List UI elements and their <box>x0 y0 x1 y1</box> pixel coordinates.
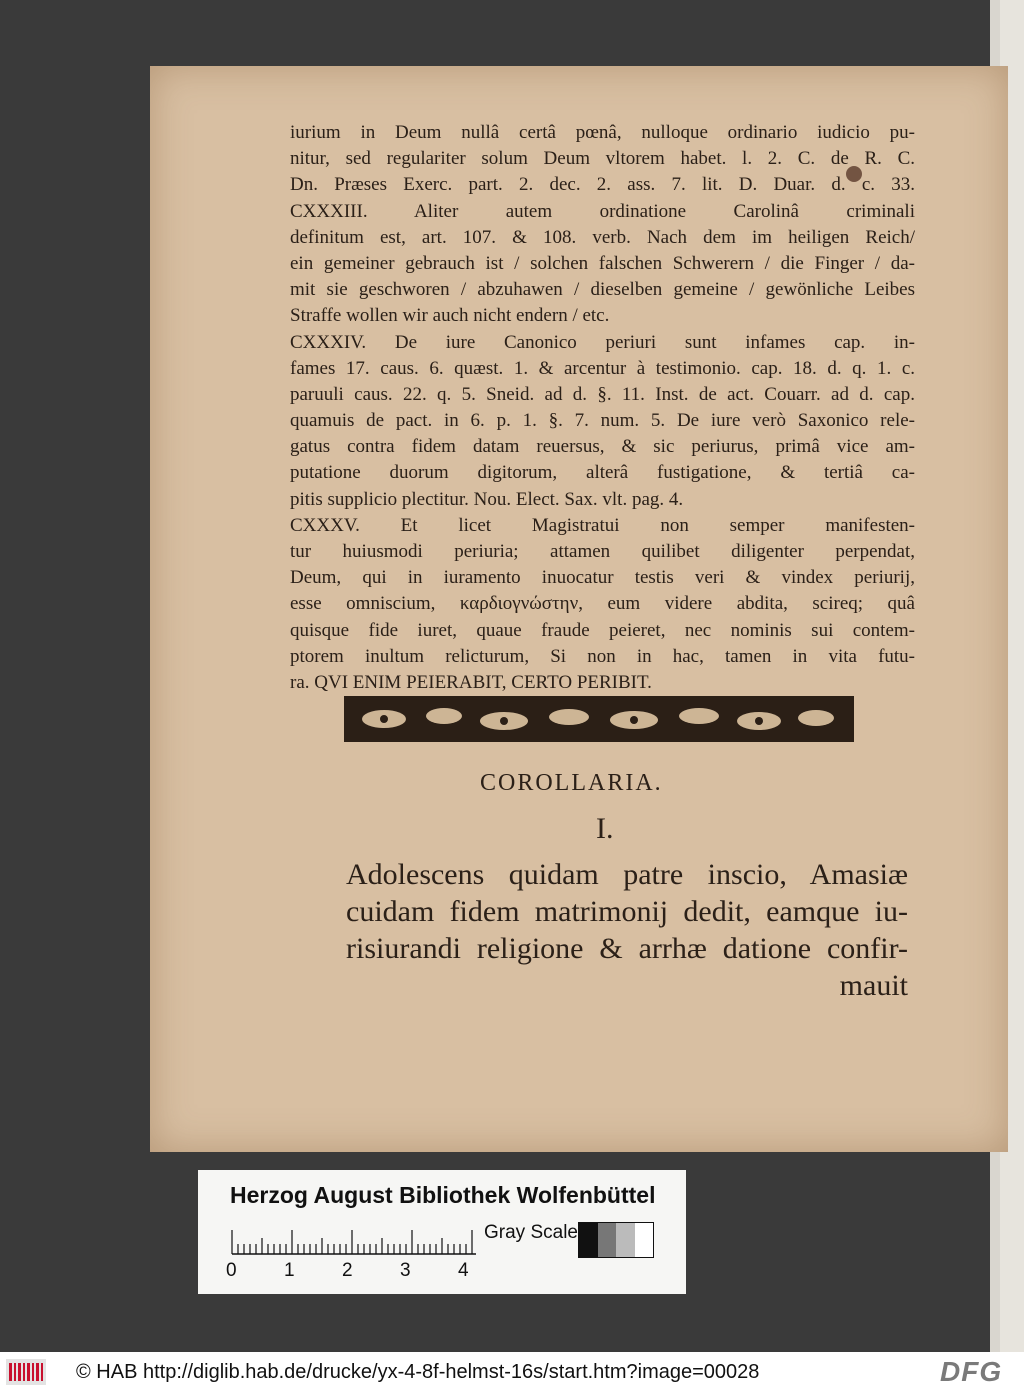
text-line: gatus contra fidem datam reuersus, & sic periurus, primâ vice am- <box>290 436 915 458</box>
dfg-logo: DFG <box>940 1356 1003 1387</box>
text-line: ra. QVI ENIM PEIERABIT, CERTO PERIBIT. <box>290 671 652 693</box>
ruler-number: 4 <box>458 1260 469 1281</box>
gray-scale-swatches <box>578 1222 654 1258</box>
corollary-line: mauit <box>839 969 908 1002</box>
library-name: Herzog August Bibliothek Wolfenbüttel <box>230 1182 656 1208</box>
text-line: ptorem inultum relicturum, Si non in hac, tamen in vita futu- <box>290 645 915 667</box>
body-text <box>290 120 915 696</box>
gray-swatch <box>579 1223 598 1257</box>
ruler-scale <box>230 1224 478 1264</box>
ruler-number: 0 <box>226 1260 237 1281</box>
library-label-card <box>198 1170 686 1294</box>
document-page <box>150 66 1008 1152</box>
gray-scale-label: Gray Scale <box>484 1222 578 1243</box>
section-heading: COROLLARIA. <box>480 770 663 796</box>
corollary-line: Adolescens quidam patre inscio, Amasiæ <box>346 858 908 891</box>
corollary-text <box>346 856 908 1004</box>
text-line: mit sie geschworen / abzuhawen / dieselben gemeine / gewönliche Leibes <box>290 279 915 301</box>
footer-bar <box>0 1352 1024 1392</box>
gray-swatch <box>616 1223 635 1257</box>
text-line: CXXXV. Et licet Magistratui non semper manifesten- <box>290 514 915 536</box>
text-line: putatione duorum digitorum, alterâ fustigatione, & tertiâ ca- <box>290 462 915 484</box>
corollary-line: risiurandi religione & arrhæ datione confir- <box>346 932 908 965</box>
gray-swatch <box>598 1223 617 1257</box>
copyright-link[interactable]: © HAB http://diglib.hab.de/drucke/yx-4-8f-helmst-16s/start.htm?image=00028 <box>76 1361 760 1383</box>
text-line: CXXXIV. De iure Canonico periuri sunt infames cap. in- <box>290 331 915 353</box>
text-line: definitum est, art. 107. & 108. verb. Nach dem im heiligen Reich/ <box>290 226 915 248</box>
ornamental-border <box>344 696 854 742</box>
corollary-line: cuidam fidem matrimonij dedit, eamque iu- <box>346 895 908 928</box>
ruler-number: 3 <box>400 1260 411 1281</box>
ruler-number: 1 <box>284 1260 295 1281</box>
text-line: esse omniscium, καρδιογνώστην, eum videre abdita, scireq; quâ <box>290 593 915 615</box>
text-line: nitur, sed regulariter solum Deum vltorem habet. l. 2. C. de R. C. <box>290 148 915 170</box>
text-line: Deum, qui in iuramento inuocatur testis veri & vindex periurij, <box>290 567 915 589</box>
text-line: ein gemeiner gebrauch ist / solchen falschen Schwerern / die Finger / da- <box>290 252 915 274</box>
text-line: Straffe wollen wir auch nicht endern / etc. <box>290 305 610 327</box>
ruler-number: 2 <box>342 1260 353 1281</box>
text-line: fames 17. caus. 6. quæst. 1. & arcentur à testimonio. cap. 18. d. q. 1. c. <box>290 357 915 379</box>
section-numeral: I. <box>596 812 614 845</box>
barcode-icon <box>6 1359 46 1385</box>
text-line: tur huiusmodi periuria; attamen quilibet diligenter perpendat, <box>290 541 915 562</box>
text-line: pitis supplicio plectitur. Nou. Elect. Sax. vlt. pag. 4. <box>290 488 684 510</box>
text-line: CXXXIII. Aliter autem ordinatione Carolinâ criminali <box>290 200 915 222</box>
gray-swatch <box>635 1223 654 1257</box>
text-line: quisque fide iuret, quaue fraude peieret, nec nominis sui contem- <box>290 619 915 641</box>
text-line: paruuli caus. 22. q. 5. Sneid. ad d. §. 11. Inst. de act. Couarr. ad d. cap. <box>290 383 915 405</box>
text-line: quamuis de pact. in 6. p. 1. §. 7. num. 5. De iure verò Saxonico rele- <box>290 410 915 432</box>
text-line: iurium in Deum nullâ certâ pœnâ, nulloque ordinario iudicio pu- <box>290 122 915 143</box>
text-line: Dn. Præses Exerc. part. 2. dec. 2. ass. 7. lit. D. Duar. d. c. 33. <box>290 174 915 196</box>
